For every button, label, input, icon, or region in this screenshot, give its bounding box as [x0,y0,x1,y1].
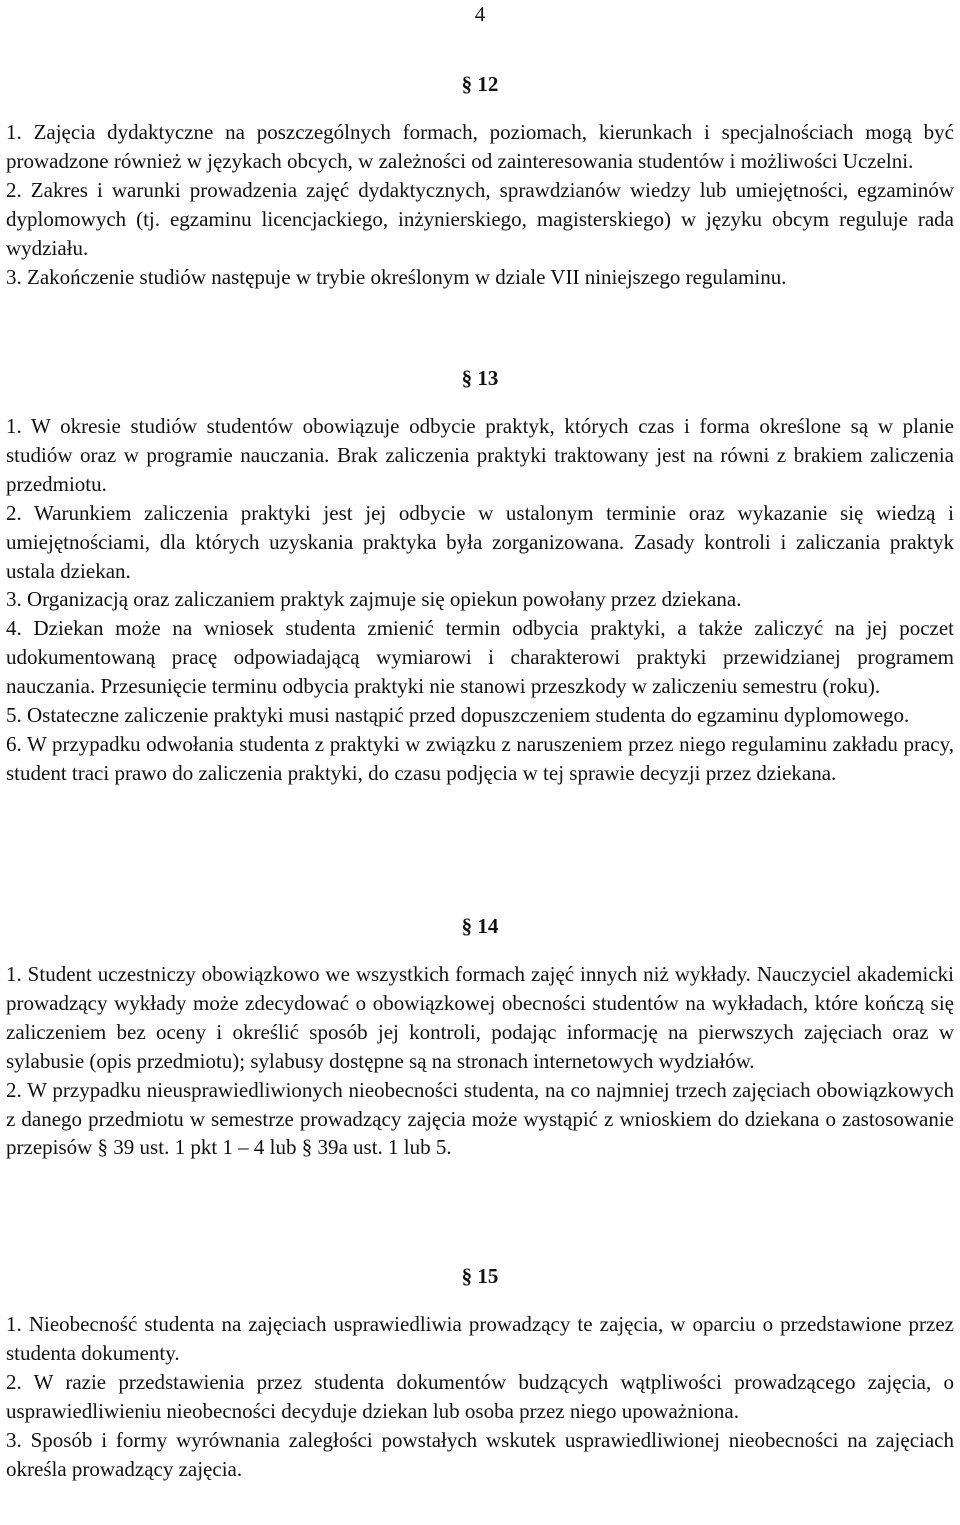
section-heading: § 14 [461,914,499,938]
paragraph: 1. Student uczestniczy obowiązkowo we wszystkich formach zajęć innych niż wykłady. Nauczyciel akademicki prowadzący wykłady może zdecydować o obowiązkowej obecności studentów na wykładach, które kończą się zaliczeniem bez oceny i określić sposób jej kontroli, podając informację na pierwszych zajęciach oraz w sylabusie (opis przedmiotu); sylabusy dostępne są na stronach internetowych wydziałów. [6,962,954,1073]
section-heading: § 13 [461,366,499,390]
paragraph: 3. Zakończenie studiów następuje w trybie określonym w dziale VII niniejszego regulaminu. [6,264,787,289]
paragraph: 5. Ostateczne zaliczenie praktyki musi nastąpić przed dopuszczeniem studenta do egzaminu dyplomowego. [6,703,910,728]
paragraph: 1. Nieobecność studenta na zajęciach usprawiedliwia prowadzący te zajęcia, w oparciu o przedstawione przez studenta dokumenty. [6,1312,954,1365]
paragraph: 4. Dziekan może na wniosek studenta zmienić termin odbycia praktyki, a także zaliczyć na jej poczet udokumentowaną pracę odpowiadającą wymiarowi i charakterowi praktyki przewidzianej programem nauczania. Przesunięcie terminu odbycia praktyki nie stanowi przeszkody w zaliczeniu semestru (roku). [6,616,954,699]
paragraph-text: 2. Zakres i warunki prowadzenia zajęć dydaktycznych, sprawdzianów wiedzy lub umiejętności, egzaminów dyplomowych (tj. egzaminu licencjackiego, inżynierskiego, magisterskiego) w języku obcym reguluje rada wydziału. [6,177,954,260]
paragraph: 3. Sposób i formy wyrównania zaległości powstałych wskutek usprawiedliwionej nieobecności na zajęciach określa prowadzący zajęcia. [6,1427,954,1481]
section-15 [6,1260,954,1483]
paragraph: 1. W okresie studiów studentów obowiązuje odbycie praktyk, których czas i forma określone są w planie studiów oraz w programie nauczania. Brak zaliczenia praktyki traktowany jest na równi z brakiem zaliczenia przedmiotu. [6,414,954,496]
section-14 [6,910,954,1162]
page-number: 4 [474,2,486,26]
paragraph: 6. W przypadku odwołania studenta z praktyki w związku z naruszeniem przez niego regulaminu zakładu pracy, student traci prawo do zaliczenia praktyki, do czasu podjęcia w tej sprawie decyzji przez dziekana. [6,731,954,785]
section-12 [6,68,954,291]
paragraph: 1. Zajęcia dydaktyczne na poszczególnych formach, poziomach, kierunkach i specjalnościach mogą być prowadzone również w językach obcych, w zależności od zainteresowania studentów i możliwości Uczelni. [6,120,954,173]
paragraph: 2. W przypadku nieusprawiedliwionych nieobecności studenta, na co najmniej trzech zajęciach obowiązkowych z danego przedmiotu w semestrze prowadzący zajęcia może wystąpić z wnioskiem do dziekana o zastosowanie przepisów § 39 ust. 1 pkt 1 – 4 lub § 39a ust. 1 lub 5. [6,1077,954,1160]
paragraph [6,176,954,263]
section-heading: § 12 [461,72,499,96]
section-heading: § 15 [461,1264,499,1288]
section-13 [6,362,954,788]
paragraph: 2. W razie przedstawienia przez studenta dokumentów budzących wątpliwości prowadzącego zajęcia, o usprawiedliwieniu nieobecności decyduje dziekan lub osoba przez niego upoważniona. [6,1369,954,1423]
paragraph: 2. Warunkiem zaliczenia praktyki jest jej odbycie w ustalonym terminie oraz wykazanie się wiedzą i umiejętnościami, dla których uzyskania praktyka była zorganizowana. Zasady kontroli i zaliczania praktyk ustala dziekan. [6,500,954,583]
paragraph: 3. Organizacją oraz zaliczaniem praktyk zajmuje się opiekun powołany przez dziekana. [6,587,742,612]
